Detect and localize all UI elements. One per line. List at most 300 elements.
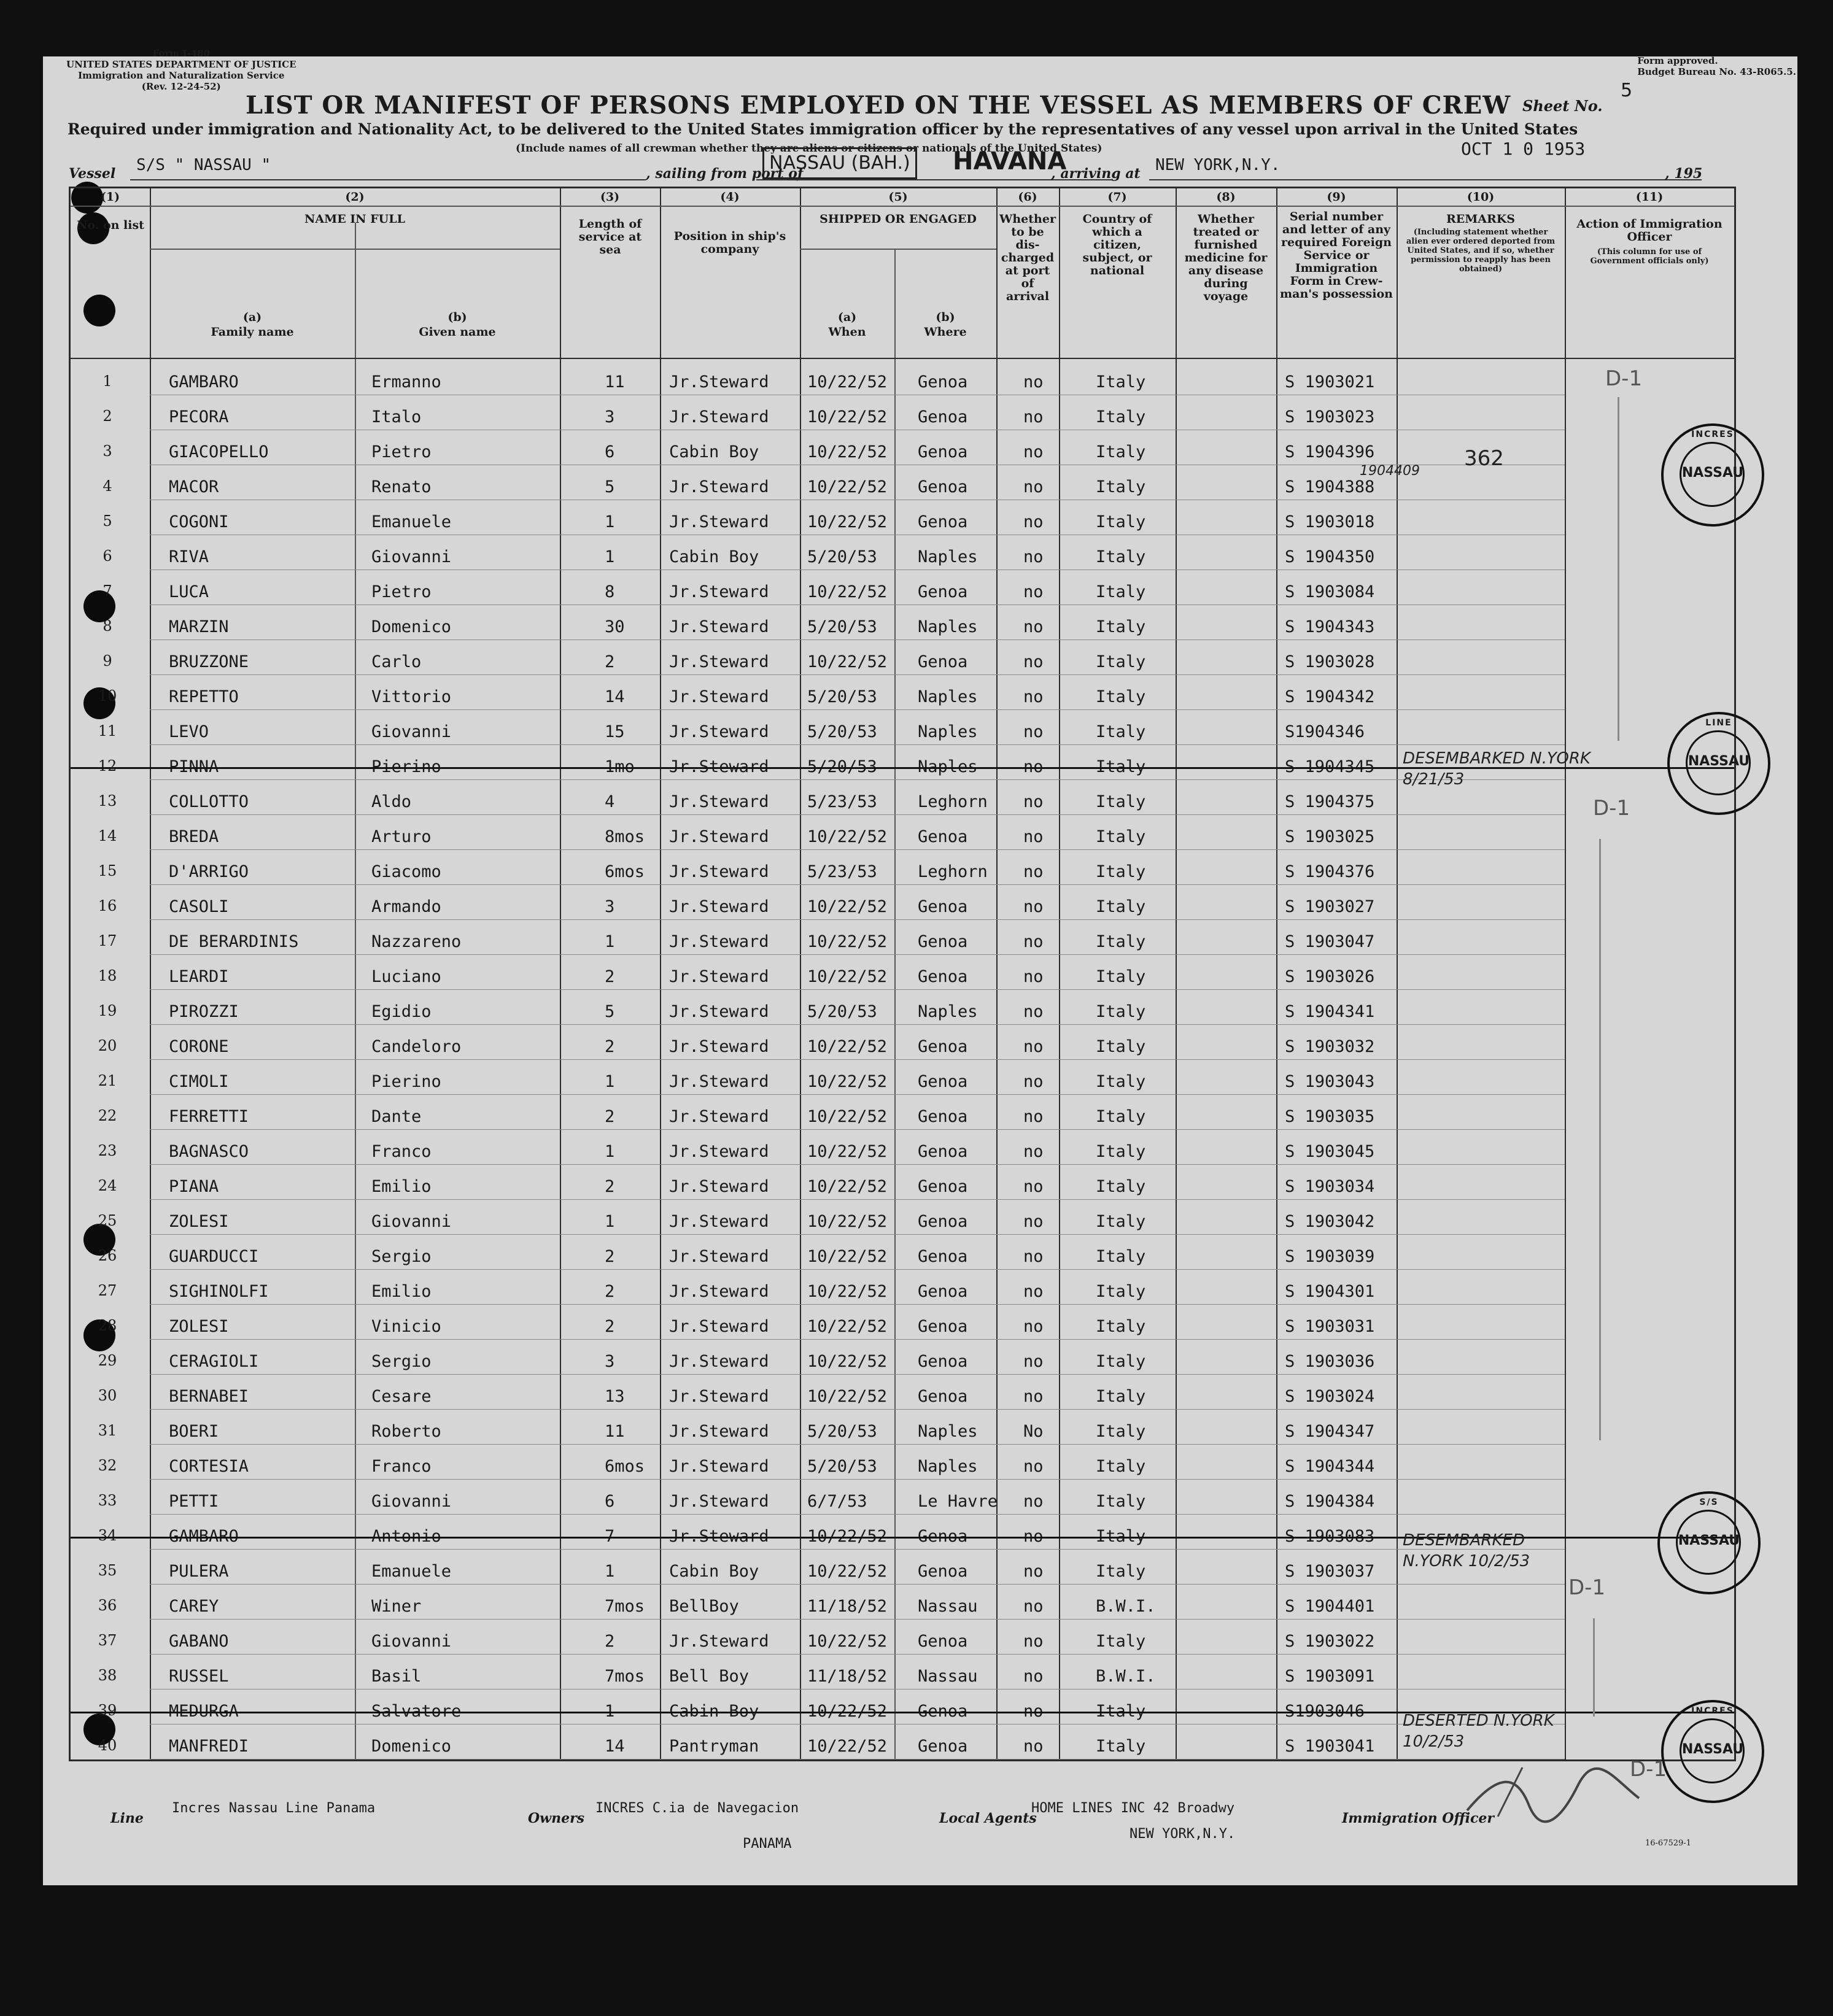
- crew-row: [71, 571, 1734, 606]
- position: Pantryman: [669, 1737, 759, 1756]
- shipped-port: Genoa: [918, 407, 968, 427]
- discharged: no: [1023, 1247, 1044, 1266]
- country: Italy: [1096, 617, 1146, 636]
- row-number: 11: [98, 722, 117, 740]
- serial-number: S 1903032: [1285, 1037, 1375, 1056]
- given-name: Winer: [371, 1597, 422, 1616]
- shipped-date: 10/22/52: [807, 1352, 888, 1371]
- port-handwritten: HAVANA: [953, 147, 1067, 176]
- shipped-date: 10/22/52: [807, 1562, 888, 1581]
- shipped-port: Genoa: [918, 582, 968, 601]
- country: Italy: [1096, 1177, 1146, 1196]
- vessel-label: Vessel: [69, 166, 116, 182]
- crew-row: [71, 676, 1734, 711]
- service-length: 7mos: [605, 1667, 645, 1686]
- service-length: 11: [605, 373, 625, 392]
- action-mark-35: D-1: [1568, 1575, 1606, 1600]
- country: Italy: [1096, 827, 1146, 846]
- country: Italy: [1096, 407, 1146, 427]
- shipped-date: 5/20/53: [807, 687, 877, 706]
- shipped-port: Genoa: [918, 477, 968, 496]
- row-number: 29: [98, 1352, 117, 1369]
- discharged: no: [1023, 407, 1044, 427]
- serial-number: S 1904350: [1285, 547, 1375, 566]
- row-number: 38: [98, 1667, 117, 1684]
- shipped-date: 10/22/52: [807, 1317, 888, 1336]
- country: Italy: [1096, 1317, 1146, 1336]
- header-remarks: REMARKS: [1446, 212, 1516, 226]
- discharged: no: [1023, 722, 1044, 741]
- service-length: 1: [605, 1072, 615, 1091]
- shipped-date: 10/22/52: [807, 1212, 888, 1231]
- given-name: Emilio: [371, 1282, 432, 1301]
- discharged: no: [1023, 477, 1044, 496]
- row-number: 15: [98, 862, 117, 879]
- discharged: no: [1023, 1457, 1044, 1476]
- shipped-date: 10/22/52: [807, 1737, 888, 1756]
- service-length: 1: [605, 1702, 615, 1721]
- serial-number: S1904346: [1285, 722, 1365, 741]
- crew-row: [71, 1061, 1734, 1095]
- discharged: no: [1023, 757, 1044, 776]
- crew-row: [71, 1096, 1734, 1130]
- given-name: Vinicio: [371, 1317, 441, 1336]
- country: Italy: [1096, 1002, 1146, 1021]
- country: Italy: [1096, 1457, 1146, 1476]
- family-name: ZOLESI: [169, 1317, 229, 1336]
- crew-row: [71, 1236, 1734, 1270]
- country: Italy: [1096, 652, 1146, 671]
- position: Jr.Steward: [669, 687, 769, 706]
- position: Jr.Steward: [669, 1632, 769, 1651]
- serial-number: S 1903026: [1285, 967, 1375, 986]
- crew-row: [71, 1026, 1734, 1060]
- service-length: 11: [605, 1422, 625, 1441]
- family-name: REPETTO: [169, 687, 239, 706]
- shipped-port: Genoa: [918, 1562, 968, 1581]
- shipped-date: 10/22/52: [807, 897, 888, 916]
- shipped-date: 6/7/53: [807, 1492, 867, 1511]
- discharged: no: [1023, 1107, 1044, 1126]
- country: Italy: [1096, 1527, 1146, 1546]
- shipped-date: 5/20/53: [807, 1002, 877, 1021]
- service-length: 3: [605, 407, 615, 427]
- given-name: Arturo: [371, 827, 432, 846]
- shipped-date: 10/22/52: [807, 442, 888, 462]
- given-name: Pietro: [371, 582, 432, 601]
- given-name: Giovanni: [371, 722, 452, 741]
- serial-number: S 1904342: [1285, 687, 1375, 706]
- family-name: PIANA: [169, 1177, 219, 1196]
- shipped-date: 10/22/52: [807, 1282, 888, 1301]
- row-number: 3: [103, 442, 112, 460]
- crew-row: [71, 641, 1734, 676]
- family-name: GUARDUCCI: [169, 1247, 259, 1266]
- family-name: GABANO: [169, 1632, 229, 1651]
- col3-number: (3): [600, 190, 620, 204]
- family-name: COLLOTTO: [169, 792, 249, 811]
- discharged: no: [1023, 1492, 1044, 1511]
- family-name: CAREY: [169, 1597, 219, 1616]
- country: Italy: [1096, 1142, 1146, 1161]
- position: Jr.Steward: [669, 862, 769, 881]
- form-code: 16-67529-1: [1645, 1839, 1691, 1848]
- service-length: 1: [605, 932, 615, 951]
- page-title: LIST OR MANIFEST OF PERSONS EMPLOYED ON THE VESSEL AS MEMBERS OF CREW: [246, 91, 1511, 120]
- shipped-date: 10/22/52: [807, 967, 888, 986]
- shipped-port: Genoa: [918, 1177, 968, 1196]
- shipped-port: Genoa: [918, 1142, 968, 1161]
- crew-row: [71, 466, 1734, 501]
- discharged: no: [1023, 373, 1044, 392]
- owners-value-2: PANAMA: [743, 1836, 792, 1852]
- given-name: Pietro: [371, 442, 432, 462]
- col11-number: (11): [1635, 190, 1664, 204]
- discharged: no: [1023, 512, 1044, 531]
- officer-label: Immigration Officer: [1342, 1810, 1494, 1826]
- service-length: 4: [605, 792, 615, 811]
- serial-number: S 1904401: [1285, 1597, 1375, 1616]
- discharged: no: [1023, 1037, 1044, 1056]
- position: Jr.Steward: [669, 792, 769, 811]
- family-name: LEVO: [169, 722, 209, 741]
- position: Jr.Steward: [669, 897, 769, 916]
- service-length: 2: [605, 1107, 615, 1126]
- discharged: no: [1023, 1632, 1044, 1651]
- position: Jr.Steward: [669, 582, 769, 601]
- service-length: 8: [605, 582, 615, 601]
- shipped-port: Naples: [918, 687, 978, 706]
- family-name: D'ARRIGO: [169, 862, 249, 881]
- col8-number: (8): [1216, 190, 1236, 204]
- row-number: 34: [98, 1527, 117, 1544]
- shipped-port: Nassau: [918, 1667, 978, 1686]
- crew-row: [71, 1306, 1734, 1340]
- country: B.W.I.: [1096, 1667, 1156, 1686]
- service-length: 2: [605, 1037, 615, 1056]
- family-name: PIROZZI: [169, 1002, 239, 1021]
- form-identifier: [66, 48, 296, 92]
- country: Italy: [1096, 1492, 1146, 1511]
- discharged: no: [1023, 1667, 1044, 1686]
- serial-number: S 1903045: [1285, 1142, 1375, 1161]
- service-length: 1mo: [605, 757, 635, 776]
- header-fam-a: (a): [242, 311, 262, 324]
- family-name: GAMBARO: [169, 1527, 239, 1546]
- service-length: 14: [605, 1737, 625, 1756]
- crew-row: [71, 1586, 1734, 1620]
- given-name: Salvatore: [371, 1702, 462, 1721]
- discharged: No: [1023, 1422, 1044, 1441]
- line-label: Line: [110, 1810, 144, 1826]
- shipped-date: 10/22/52: [807, 932, 888, 951]
- row-number: 22: [98, 1107, 117, 1124]
- owners-label: Owners: [528, 1810, 585, 1826]
- family-name: BERNABEI: [169, 1387, 249, 1406]
- discharged: no: [1023, 1387, 1044, 1406]
- position: Jr.Steward: [669, 1177, 769, 1196]
- header-serial: Serial number and letter of any required Foreign Service or Immigration Form in Crew-man's possession: [1280, 210, 1393, 301]
- col5-number: (5): [888, 190, 908, 204]
- department: UNITED STATES DEPARTMENT OF JUSTICE: [66, 59, 296, 70]
- year-label: , 195: [1665, 166, 1703, 182]
- family-name: MANFREDI: [169, 1737, 249, 1756]
- discharged: no: [1023, 582, 1044, 601]
- discharged: no: [1023, 1282, 1044, 1301]
- shipped-port: Naples: [918, 757, 978, 776]
- vessel-name: S/S " NASSAU ": [136, 156, 271, 174]
- country: Italy: [1096, 1422, 1146, 1441]
- row-number: 39: [98, 1702, 117, 1719]
- crew-table: [69, 187, 1736, 1782]
- position: Jr.Steward: [669, 967, 769, 986]
- country: Italy: [1096, 1072, 1146, 1091]
- family-name: CORONE: [169, 1037, 229, 1056]
- country: Italy: [1096, 967, 1146, 986]
- service-length: 8mos: [605, 827, 645, 846]
- given-name: Carlo: [371, 652, 422, 671]
- shipped-date: 10/22/52: [807, 1072, 888, 1091]
- shipped-port: Naples: [918, 1002, 978, 1021]
- country: Italy: [1096, 442, 1146, 462]
- family-name: ZOLESI: [169, 1212, 229, 1231]
- crew-row: [71, 956, 1734, 991]
- position: Jr.Steward: [669, 1527, 769, 1546]
- discharged: no: [1023, 1352, 1044, 1371]
- stamp-vessel: NASSAU: [1681, 465, 1744, 481]
- header-discharged: Whether to be dis-charged at port of arrival: [999, 212, 1056, 303]
- remark-row-34: DESEMBARKED N.YORK 10/2/53: [1403, 1531, 1530, 1570]
- family-name: MACOR: [169, 477, 219, 496]
- shipped-date: 5/20/53: [807, 722, 877, 741]
- row-number: 12: [98, 757, 117, 774]
- crew-row: [71, 1271, 1734, 1305]
- given-name: Ermanno: [371, 373, 441, 392]
- country: Italy: [1096, 1737, 1146, 1756]
- discharged: no: [1023, 932, 1044, 951]
- required-statement: Required under immigration and Nationality Act, to be delivered to the United States immigration officer by the representatives of any vessel upon arrival in the United States: [68, 120, 1578, 138]
- position: Jr.Steward: [669, 722, 769, 741]
- position: Cabin Boy: [669, 1562, 759, 1581]
- crew-row: [71, 1621, 1734, 1655]
- sheet-number: 5: [1621, 80, 1633, 101]
- crew-row: [71, 816, 1734, 851]
- given-name: Dante: [371, 1107, 422, 1126]
- header-shipped: SHIPPED OR ENGAGED: [820, 212, 977, 226]
- serial-number: S 1903036: [1285, 1352, 1375, 1371]
- family-name: COGONI: [169, 512, 229, 531]
- shipped-port: Genoa: [918, 1107, 968, 1126]
- shipped-date: 11/18/52: [807, 1597, 888, 1616]
- shipped-date: 5/23/53: [807, 792, 877, 811]
- row-number: 14: [98, 827, 117, 844]
- country: Italy: [1096, 1247, 1146, 1266]
- header-given: Given name: [419, 325, 496, 339]
- shipped-date: 10/22/52: [807, 1527, 888, 1546]
- service-length: 6mos: [605, 1457, 645, 1476]
- family-name: GIACOPELLO: [169, 442, 269, 462]
- nassau-line-stamp: [1661, 423, 1764, 527]
- crew-row: [71, 921, 1734, 956]
- given-name: Giovanni: [371, 1212, 452, 1231]
- given-name: Aldo: [371, 792, 412, 811]
- shipped-date: 10/22/52: [807, 1177, 888, 1196]
- given-name: Pierino: [371, 1072, 441, 1091]
- service-length: 7mos: [605, 1597, 645, 1616]
- position: Jr.Steward: [669, 757, 769, 776]
- serial-number: S 1903083: [1285, 1527, 1375, 1546]
- position: Jr.Steward: [669, 1072, 769, 1091]
- country: Italy: [1096, 582, 1146, 601]
- position: Bell Boy: [669, 1667, 750, 1686]
- given-name: Domenico: [371, 1737, 452, 1756]
- given-name: Franco: [371, 1142, 432, 1161]
- shipped-port: Genoa: [918, 967, 968, 986]
- stamp-vessel: NASSAU: [1681, 1742, 1744, 1757]
- service-length: 3: [605, 1352, 615, 1371]
- service-length: 2: [605, 1282, 615, 1301]
- officer-signature: [1461, 1761, 1645, 1829]
- crew-row: [71, 886, 1734, 921]
- given-name: Giovanni: [371, 1632, 452, 1651]
- family-name: PECORA: [169, 407, 229, 427]
- position: Jr.Steward: [669, 932, 769, 951]
- family-name: CORTESIA: [169, 1457, 249, 1476]
- port-stamp: NASSAU (BAH.): [762, 147, 917, 179]
- row-number: 31: [98, 1422, 117, 1439]
- row-number: 16: [98, 897, 117, 914]
- shipped-port: Genoa: [918, 1387, 968, 1406]
- given-name: Italo: [371, 407, 422, 427]
- given-name: Giovanni: [371, 1492, 452, 1511]
- shipped-port: Genoa: [918, 373, 968, 392]
- crew-row: [71, 536, 1734, 571]
- family-name: FERRETTI: [169, 1107, 249, 1126]
- country: Italy: [1096, 932, 1146, 951]
- country: Italy: [1096, 687, 1146, 706]
- action-mark-13: D-1: [1593, 796, 1630, 821]
- shipped-port: Genoa: [918, 512, 968, 531]
- given-name: Nazzareno: [371, 932, 462, 951]
- shipped-port: Naples: [918, 547, 978, 566]
- country: Italy: [1096, 1212, 1146, 1231]
- discharged: no: [1023, 687, 1044, 706]
- row-number: 37: [98, 1632, 117, 1649]
- service-length: 3: [605, 897, 615, 916]
- agents-value: HOME LINES INC 42 Broadwy: [1031, 1801, 1235, 1816]
- header-length: Length of service at sea: [578, 217, 642, 257]
- discharged: no: [1023, 1737, 1044, 1756]
- given-name: Luciano: [371, 967, 441, 986]
- position: Jr.Steward: [669, 1247, 769, 1266]
- include-note: (Include names of all crewman whether they are aliens or citizens or nationals of the United States): [516, 142, 1103, 155]
- shipped-date: 10/22/52: [807, 477, 888, 496]
- header-giv-b: (b): [448, 311, 467, 324]
- budget-number: Budget Bureau No. 43-R065.5.: [1637, 66, 1796, 77]
- shipped-port: Genoa: [918, 1317, 968, 1336]
- family-name: RIVA: [169, 547, 209, 566]
- position: Jr.Steward: [669, 1352, 769, 1371]
- discharged: no: [1023, 1702, 1044, 1721]
- position: BellBoy: [669, 1597, 739, 1616]
- discharged: no: [1023, 827, 1044, 846]
- crew-row: [71, 1481, 1734, 1515]
- position: Jr.Steward: [669, 1387, 769, 1406]
- position: Jr.Steward: [669, 512, 769, 531]
- crew-row: [71, 991, 1734, 1025]
- crew-row: [71, 1656, 1734, 1690]
- discharged: no: [1023, 1212, 1044, 1231]
- discharged: no: [1023, 1527, 1044, 1546]
- serial-number: S 1904375: [1285, 792, 1375, 811]
- position: Jr.Steward: [669, 1317, 769, 1336]
- service-length: 6mos: [605, 862, 645, 881]
- country: Italy: [1096, 862, 1146, 881]
- crew-row: [71, 851, 1734, 886]
- row-number: 32: [98, 1457, 117, 1474]
- country: Italy: [1096, 1632, 1146, 1651]
- given-name: Egidio: [371, 1002, 432, 1021]
- col7-number: (7): [1107, 190, 1127, 204]
- serial-number: S 1904384: [1285, 1492, 1375, 1511]
- crew-row: [71, 1131, 1734, 1165]
- remark-row-39: DESERTED N.YORK 10/2/53: [1403, 1712, 1554, 1751]
- serial-number: S 1903024: [1285, 1387, 1375, 1406]
- serial-number: S 1904376: [1285, 862, 1375, 881]
- shipped-port: Genoa: [918, 827, 968, 846]
- family-name: BAGNASCO: [169, 1142, 249, 1161]
- given-name: Cesare: [371, 1387, 432, 1406]
- row-number: 21: [98, 1072, 117, 1089]
- position: Jr.Steward: [669, 827, 769, 846]
- family-name: CERAGIOLI: [169, 1352, 259, 1371]
- pencil-bracket: [1593, 1618, 1595, 1717]
- service-length: 1: [605, 512, 615, 531]
- action-mark-40: D-1: [1630, 1757, 1667, 1782]
- given-name: Giacomo: [371, 862, 441, 881]
- header-name: NAME IN FULL: [304, 212, 405, 226]
- row-number: 20: [98, 1037, 117, 1054]
- service-length: 13: [605, 1387, 625, 1406]
- service-length: 30: [605, 617, 625, 636]
- country: Italy: [1096, 1107, 1146, 1126]
- given-name: Renato: [371, 477, 432, 496]
- serial-number: S 1903042: [1285, 1212, 1375, 1231]
- position: Jr.Steward: [669, 617, 769, 636]
- shipped-date: 10/22/52: [807, 1107, 888, 1126]
- shipped-date: 5/20/53: [807, 757, 877, 776]
- given-name: Emilio: [371, 1177, 432, 1196]
- shipped-date: 5/20/53: [807, 617, 877, 636]
- country: Italy: [1096, 373, 1146, 392]
- shipped-port: Genoa: [918, 1632, 968, 1651]
- discharged: no: [1023, 1562, 1044, 1581]
- nassau-line-stamp: [1661, 1700, 1764, 1803]
- given-name: Sergio: [371, 1247, 432, 1266]
- form-approval: [1637, 55, 1796, 77]
- crew-row: [71, 606, 1734, 641]
- country: Italy: [1096, 1562, 1146, 1581]
- serial-number: S 1903091: [1285, 1667, 1375, 1686]
- nassau-line-stamp: [1657, 1491, 1761, 1594]
- header-action-note: (This column for use of Government officials only): [1590, 247, 1709, 266]
- discharged: no: [1023, 617, 1044, 636]
- given-name: Roberto: [371, 1422, 441, 1441]
- shipped-date: 10/22/52: [807, 1247, 888, 1266]
- serial-number: S 1903018: [1285, 512, 1375, 531]
- stamp-top-text: LINE: [1705, 718, 1732, 728]
- shipped-date: 10/22/52: [807, 1142, 888, 1161]
